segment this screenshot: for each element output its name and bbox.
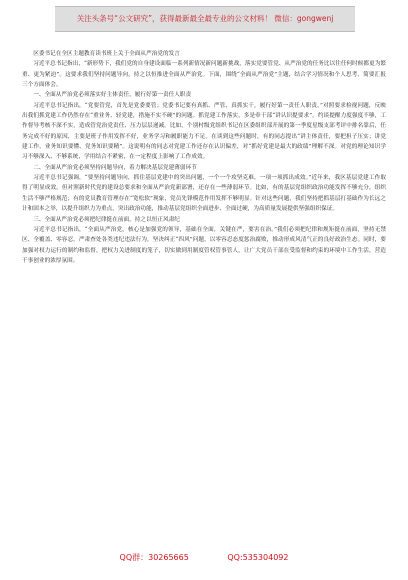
paragraph: 习近平总书记指出，“全面从严治党，核心是加强党的领导，基础在全面，关键在严，要害在治。”我们必须把纪律和规矩挺在前面，坚持无禁区、全覆盖、零容忍，严肃查处各类违纪违法行为，坚决纠正“四风”问题，以零容忍态度惩治腐败，推动形成风清气正的良好政治生态。同时，要加强对权力运行的制约和监督，把权力关进制度的笼子，切实做到用制度管权管事管人，让广大党员干部在受监督和约束的环境中工作生活，营造干事创业的浓厚氛围。	[22, 226, 386, 264]
paragraph: 习近平总书记指出，“新形势下，我们党的自身建设面临一系列新情况新问题新挑战，落实党要管党、从严治党的任务比以往任何时候都更为繁重、更为紧迫”。这要求我们坚持问题导向，持之以恒推进全面从严治党。下面，围绕“全面从严治党”主题，结合学习情况和个人思考，简要汇报三个方面体会。	[22, 61, 387, 89]
section-heading: 三、全面从严治党必须把纪律挺在前面，持之以恒正风肃纪	[33, 216, 180, 223]
section-heading: 二、全面从严治党必须坚持问题导向，着力解决基层党建薄弱环节	[33, 164, 197, 171]
banner-text: 关注头条号“公文研究”，获得最新最全最专业的公文材料！ 微信：gongwenj	[76, 14, 334, 23]
paragraph: 习近平总书记强调，“要坚持问题导向，抓住基层党建中的突出问题，一个一个攻坚克难，一项一项抓出成效。”近年来，我区基层党建工作取得了明显成效，但对照新时代党的建设总要求和全面从严治党新部署，还存在一些薄弱环节。比如，有的基层党组织政治功能发挥不够充分，组织生活不够严格规范；有的党员教育管理存在“宽松软”现象，党员先锋模范作用发挥不够明显。针对这些问题，我们坚持把抓基层打基础作为长远之计和固本之举，以提升组织力为重点，突出政治功能，推动基层党组织全面进步、全面过硬，为高质量发展提供坚强组织保证。	[22, 175, 386, 213]
qq-text: QQ:535304092	[227, 553, 289, 562]
header-banner	[55, 6, 355, 32]
document-title: 区委书记在全区主题教育读书班上关于全面从严治党的发言	[33, 51, 180, 57]
paragraph: 习近平总书记指出，“党要管党，首先是党委要管；党委书记要有真抓、严管、真抓实干，履行好第一责任人职责。”对照要求检视问题，反映出我们抓党建工作仍然存在“重业务、轻党建，措施不实不硬”的问题。抓党建工作落实，多是牵干部“讲认识提要求”，约谈提醒力度强度不够，工作督导考核不深不实，造成管党治党责任、压力层层递减。比如，个别村级党组织书记在区委组织部开展的第一季度星级支部考评中排名靠后，任务完成不好的原因，主要是班子作用发挥不好，业务学习和履职能力不足。在谈到这些问题时，有的同志提出“讲主体责任，要把担子压实；讲党建工作，业务知识要懂、党务知识要精”。这说明有的同志对党建工作还存在认识偏差，对“抓好党建是最大的政绩”理解不深。对党的理论知识学习不够深入、不够系统，学用结合不紧密，在一定程度上影响了工作成效。	[22, 102, 386, 161]
document-body	[22, 49, 386, 266]
footer-contact	[0, 551, 408, 565]
section-heading: 一、全面从严治党必须落实好主体责任，履行好第一责任人职责	[33, 92, 192, 99]
qq-group-text: QQ群：30265665	[119, 553, 189, 562]
